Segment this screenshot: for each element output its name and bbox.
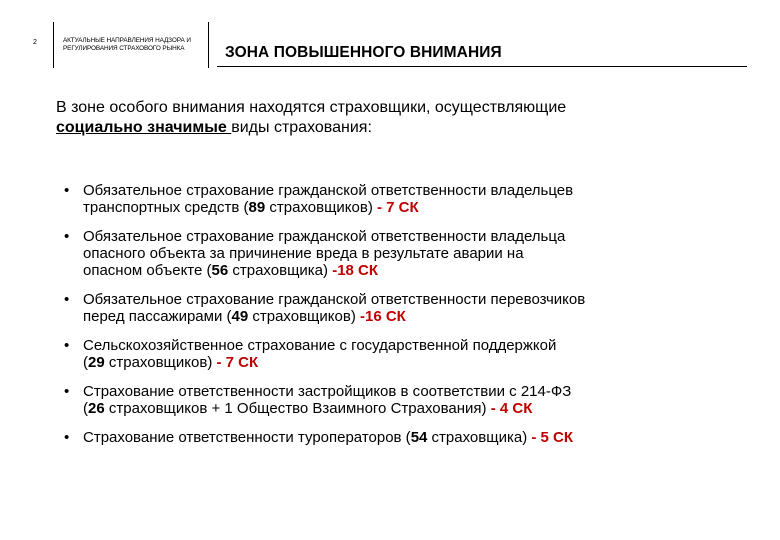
list-item [64, 291, 764, 325]
insurer-count: 29 [88, 354, 105, 371]
bullet-icon: • [64, 228, 70, 245]
item-text: перед пассажирами ( [83, 308, 232, 325]
bullet-icon: • [64, 383, 70, 400]
header-subtitle [63, 37, 213, 53]
item-text: Страхование ответственности застройщиков в соответствии с 214-ФЗ [83, 383, 572, 400]
item-text: опасном объекте ( [83, 262, 212, 279]
item-text: ( [83, 400, 88, 417]
bullet-icon: • [64, 182, 70, 199]
title-underline [217, 66, 747, 67]
list-item [64, 182, 764, 216]
bullet-icon: • [64, 291, 70, 308]
item-text: страховщиков) [104, 354, 217, 371]
item-text: Обязательное страхование гражданской ответственности владельца [83, 228, 566, 245]
item-text: Страхование ответственности туроператоров ( [83, 429, 411, 446]
insurer-count: 26 [88, 400, 105, 417]
company-count: - 5 СК [527, 429, 574, 446]
list-item [64, 228, 764, 279]
item-text: Сельскохозяйственное страхование с государственной поддержкой [83, 337, 557, 354]
item-text: страховщика) [228, 262, 329, 279]
header-divider-right [208, 22, 209, 68]
item-text: ( [83, 354, 88, 371]
item-text: транспортных средств ( [83, 199, 249, 216]
item-text: страховщиков + 1 Общество Взаимного Страхования) [104, 400, 487, 417]
slide-title: ЗОНА ПОВЫШЕННОГО ВНИМАНИЯ [225, 44, 502, 61]
bullet-icon: • [64, 337, 70, 354]
company-count: - 7 СК [372, 199, 419, 216]
company-count: - 4 СК [486, 400, 533, 417]
header-divider-left [53, 22, 54, 68]
insurance-types-list [64, 182, 764, 458]
item-text: страховщика) [427, 429, 528, 446]
subtitle-line-1: АКТУАЛЬНЫЕ НАПРАВЛЕНИЯ НАДЗОРА И [63, 37, 191, 44]
bullet-icon: • [64, 429, 70, 446]
insurer-count: 89 [248, 199, 266, 216]
list-item [64, 429, 764, 446]
insurer-count: 49 [231, 308, 249, 325]
list-item [64, 337, 764, 371]
intro-underlined: социально значимые [56, 119, 232, 136]
intro-part-2: виды страхования: [231, 119, 372, 136]
item-text: опасного объекта за причинение вреда в результате аварии на [83, 245, 524, 262]
item-text: Обязательное страхование гражданской ответственности владельцев [83, 182, 574, 199]
intro-part-1: В зоне особого внимания находятся страховщики, осуществляющие [56, 99, 567, 116]
company-count: -18 СК [328, 262, 379, 279]
company-count: - 7 СК [216, 354, 259, 371]
company-count: -16 СК [355, 308, 406, 325]
list-item [64, 383, 764, 417]
insurer-count: 54 [410, 429, 428, 446]
insurer-count: 56 [211, 262, 229, 279]
subtitle-line-2: РЕГУЛИРОВАНИЯ СТРАХОВОГО РЫНКА [63, 45, 185, 52]
page-number: 2 [33, 39, 37, 46]
item-text: страховщиков) [265, 199, 373, 216]
intro-text [56, 98, 756, 138]
item-text: Обязательное страхование гражданской ответственности перевозчиков [83, 291, 586, 308]
item-text: страховщиков) [248, 308, 356, 325]
